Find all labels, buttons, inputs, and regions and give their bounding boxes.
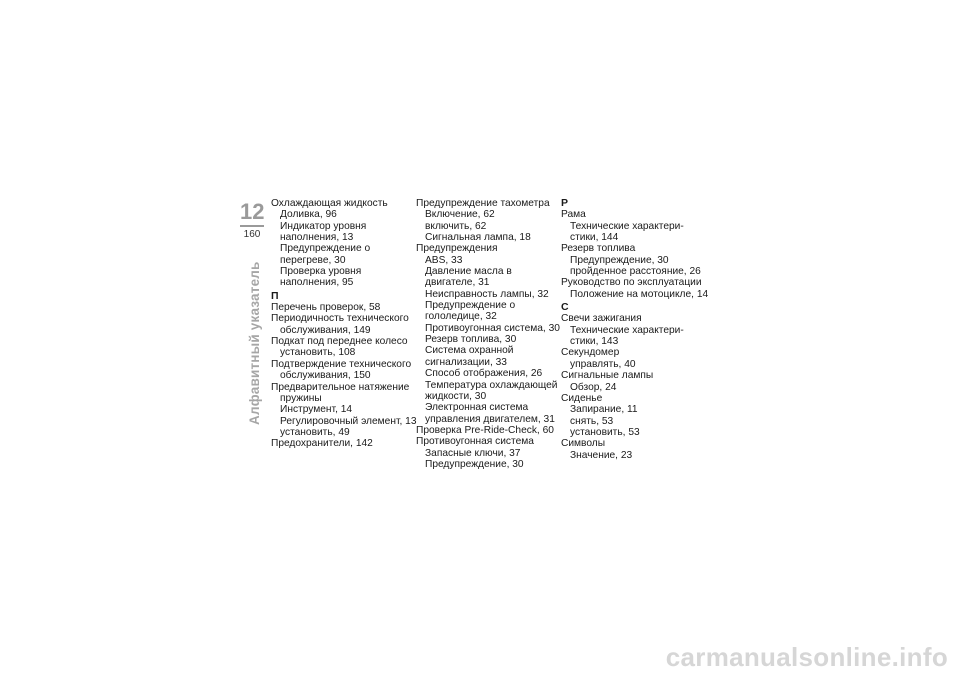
index-entry: Резерв топлива: [561, 243, 636, 255]
index-subentry: Запасные ключи, 37: [425, 447, 521, 459]
index-column-3: [561, 197, 709, 461]
chapter-number: 12: [240, 199, 265, 224]
index-entry: Охлаждающая жидкость: [271, 198, 388, 209]
index-subentry: двигателе, 31: [425, 277, 490, 289]
divider: [240, 225, 264, 227]
index-entry: Перечень проверок, 58: [271, 302, 381, 314]
index-subentry: включить, 62: [425, 220, 487, 232]
index-subentry: жидкости, 30: [425, 390, 487, 402]
index-subentry: Инструмент, 14: [280, 404, 353, 416]
index-subentry: гололедице, 32: [425, 311, 497, 323]
index-subentry: снять, 53: [570, 415, 614, 427]
index-entry: Подкат под переднее колесо: [271, 336, 408, 348]
index-entry: Предупреждения: [416, 243, 498, 255]
index-subentry: стики, 144: [570, 232, 619, 244]
index-subentry: Проверка уровня: [280, 266, 362, 278]
index-letter-heading: С: [561, 301, 569, 314]
index-subentry: Резерв топлива, 30: [425, 334, 517, 346]
index-subentry: Запирание, 11: [570, 404, 638, 416]
index-subentry: Давление масла в: [425, 266, 512, 278]
index-entry: Периодичность технического: [271, 313, 409, 325]
index-subentry: Температура охлаждающей: [425, 379, 558, 391]
index-entry: Руководство по эксплуатации: [561, 277, 702, 289]
index-entry: Противоугонная система: [416, 436, 534, 448]
index-subentry: пружины: [280, 392, 322, 404]
index-entry: Проверка Pre-Ride-Check, 60: [416, 424, 554, 436]
index-subentry: управления двигателем, 31: [425, 413, 555, 425]
index-letter-heading: П: [271, 289, 279, 302]
index-subentry: Регулировочный элемент, 13: [280, 415, 417, 427]
index-entry: Предварительное натяжение: [271, 381, 410, 393]
index-subentry: Технические характери-: [570, 220, 684, 232]
index-subentry: Положение на мотоцикле, 14: [570, 288, 709, 300]
index-entry: Подтверждение технического: [271, 358, 412, 370]
index-entry: Символы: [561, 438, 606, 450]
index-subentry: Неисправность лампы, 32: [425, 288, 549, 300]
index-subentry: управлять, 40: [570, 358, 636, 370]
watermark: carmanualsonline.info: [665, 642, 948, 672]
index-subentry: наполнения, 95: [280, 277, 354, 289]
index-subentry: Система охранной: [425, 345, 514, 357]
index-entry: Предохранители, 142: [271, 438, 373, 450]
index-subentry: Включение, 62: [425, 209, 495, 221]
index-subentry: установить, 53: [570, 426, 640, 438]
page-marker: [240, 200, 264, 240]
index-subentry: Предупреждение, 30: [570, 254, 669, 266]
index-subentry: Противоугонная система, 30: [425, 322, 560, 334]
index-entry: Сигнальные лампы: [561, 370, 654, 382]
index-entry: Свечи зажигания: [561, 313, 642, 325]
index-subentry: Способ отображения, 26: [425, 368, 543, 380]
index-subentry: Электронная система: [425, 402, 529, 414]
index-subentry: сигнализации, 33: [425, 356, 507, 368]
index-letter-heading: Р: [561, 197, 569, 209]
index-subentry: Значение, 23: [570, 449, 633, 461]
index-entry: Секундомер: [561, 347, 620, 359]
section-side-label: Алфавитный указатель: [247, 261, 262, 425]
index-entry: Рама: [561, 209, 586, 221]
index-subentry: Предупреждение о: [425, 300, 516, 312]
index-subentry: стики, 143: [570, 336, 619, 348]
index-subentry: Предупреждение, 30: [425, 458, 524, 470]
index-subentry: Сигнальная лампа, 18: [425, 232, 531, 244]
index-subentry: пройденное расстояние, 26: [570, 266, 701, 278]
index-subentry: Технические характери-: [570, 324, 684, 336]
index-subentry: установить, 108: [280, 347, 356, 359]
index-subentry: ABS, 33: [425, 254, 463, 266]
index-subentry: перегреве, 30: [280, 254, 346, 266]
index-subentry: Индикатор уровня: [280, 220, 367, 232]
index-entry: Сиденье: [561, 392, 603, 404]
index-subentry: наполнения, 13: [280, 232, 354, 244]
page-number: 160: [243, 229, 261, 240]
index-column-1: [271, 198, 417, 450]
index-entry: Предупреждение тахометра: [416, 198, 550, 209]
index-subentry: Обзор, 24: [570, 381, 617, 393]
index-subentry: обслуживания, 149: [280, 324, 371, 336]
index-subentry: Доливка, 96: [280, 209, 337, 221]
index-subentry: установить, 49: [280, 426, 350, 438]
index-column-2: [416, 198, 560, 470]
index-subentry: Предупреждение о: [280, 243, 371, 255]
index-subentry: обслуживания, 150: [280, 370, 371, 382]
